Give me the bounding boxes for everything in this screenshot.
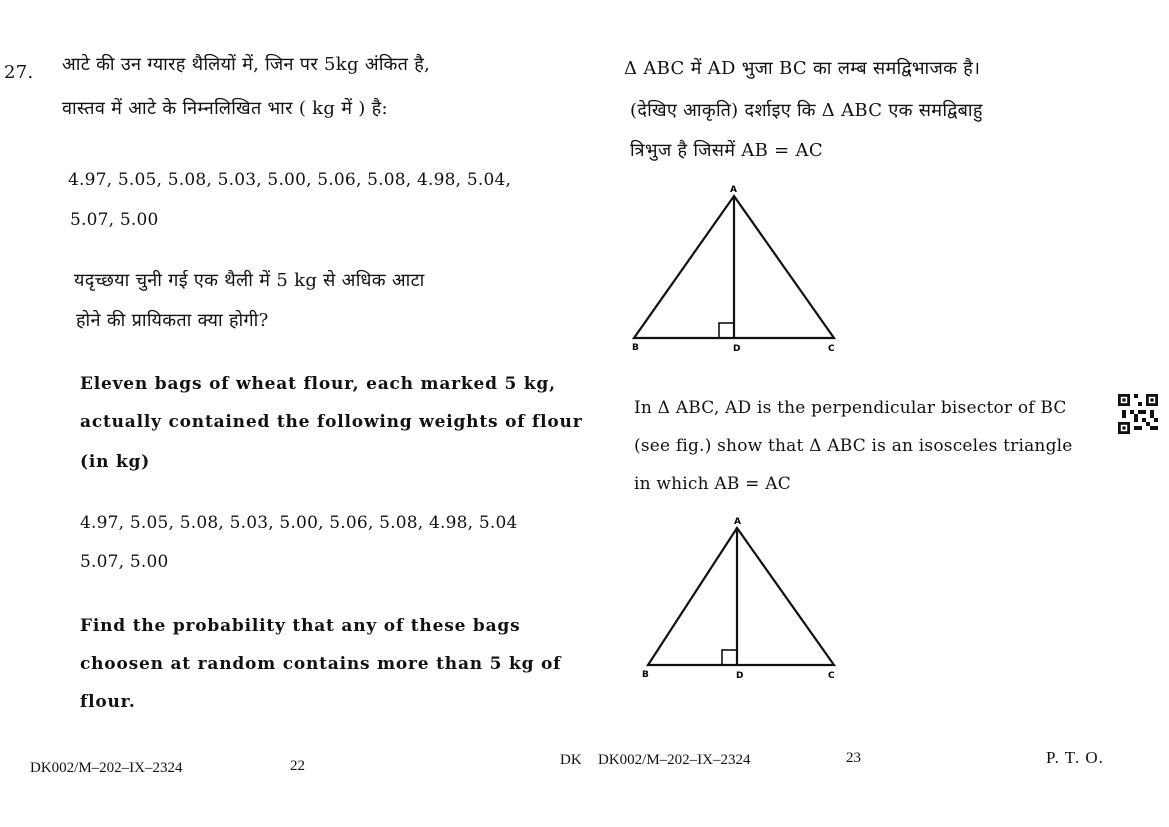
right-hindi-line-3: त्रिभुज है जिसमें AB = AC [630,140,823,161]
english-intro-line-2: actually contained the following weights of flour [80,412,583,432]
english-intro-line-1: Eleven bags of wheat flour, each marked 5 kg, [80,374,556,394]
hindi-question-line-2: होने की प्रायिकता क्या होगी? [76,310,269,331]
hindi-question-line-1: यदृच्छया चुनी गई एक थैली में 5 kg से अधिक आटा [74,270,425,291]
figure-2-label-b: B [642,670,649,680]
english-question-line-3: flour. [80,692,136,712]
right-hindi-line-1: Δ ABC में AD भुजा BC का लम्ब समद्विभाजक है। [624,58,981,79]
figure-1-label-c: C [828,344,835,354]
english-weights-line-2: 5.07, 5.00 [80,552,169,572]
figure-1-label-d: D [733,344,741,354]
hindi-intro-line-1: आटे की उन ग्यारह थैलियों में, जिन पर 5kg अंकित है, [62,54,431,75]
question-number: 27. [4,62,34,83]
right-footer-prefix: DK [560,752,582,768]
pto-label: P. T. O. [1046,748,1104,767]
figure-1-label-a: A [730,185,737,195]
right-footer-code: DK002/M–202–IX–2324 [598,752,751,768]
qr-code [1118,394,1158,434]
hindi-intro-line-2: वास्तव में आटे के निम्नलिखित भार ( kg में ) है: [62,98,388,119]
right-page-number: 23 [846,750,861,766]
triangle-figure-2 [634,512,874,692]
hindi-weights-line-2: 5.07, 5.00 [70,210,159,230]
english-question-line-1: Find the probability that any of these bags [80,616,521,636]
figure-2-label-a: A [734,517,741,527]
figure-2-label-d: D [736,671,744,681]
right-english-line-1: In Δ ABC, AD is the perpendicular bisector of BC [634,398,1067,418]
right-english-line-2: (see fig.) show that Δ ABC is an isosceles triangle [634,436,1073,456]
figure-2-label-c: C [828,671,835,681]
left-footer-code: DK002/M–202–IX–2324 [30,760,183,776]
triangle-figure-1 [620,180,860,360]
left-page-number: 22 [290,758,305,774]
english-intro-line-3: (in kg) [80,452,151,472]
right-english-line-3: in which AB = AC [634,474,791,494]
english-weights-line-1: 4.97, 5.05, 5.08, 5.03, 5.00, 5.06, 5.08, 4.98, 5.04 [80,513,518,533]
figure-1-label-b: B [632,343,639,353]
hindi-weights-line-1: 4.97, 5.05, 5.08, 5.03, 5.00, 5.06, 5.08, 4.98, 5.04, [68,170,512,190]
right-hindi-line-2: (देखिए आकृति) दर्शाइए कि Δ ABC एक समद्विबाहु [630,100,983,121]
english-question-line-2: choosen at random contains more than 5 kg of [80,654,562,674]
